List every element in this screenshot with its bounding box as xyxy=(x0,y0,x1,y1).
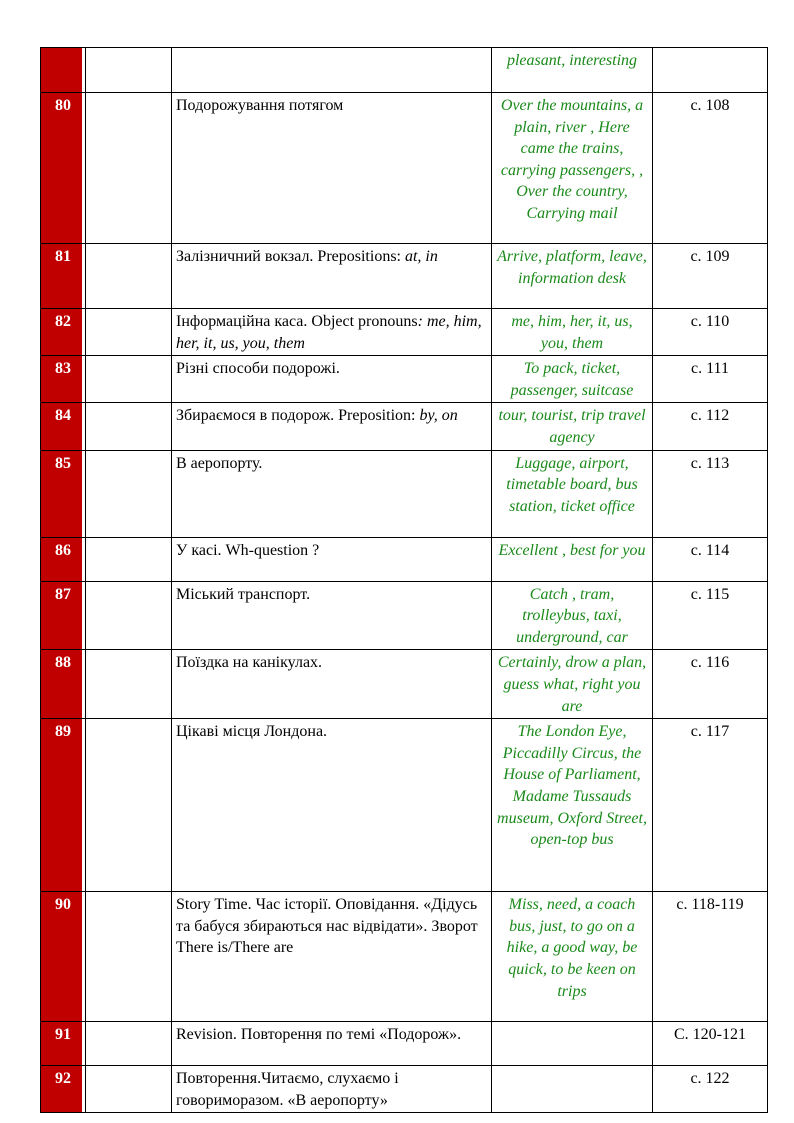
page-cell: с. 111 xyxy=(653,356,768,403)
page-cell: с. 117 xyxy=(653,719,768,892)
vocabulary-cell: Catch , tram, trolleybus, taxi, underground, car xyxy=(492,581,653,650)
vocabulary-cell: Miss, need, a coach bus, just, to go on a hike, a good way, be quick, to be keen on trips xyxy=(492,892,653,1022)
vocabulary-cell: Over the mountains, a plain, river , Here came the trains, carrying passengers, , Over the country, Carrying mail xyxy=(492,93,653,244)
topic-cell: Різні способи подорожі. xyxy=(172,356,492,403)
date-cell xyxy=(86,244,172,309)
date-cell xyxy=(86,356,172,403)
topic-cell xyxy=(172,48,492,93)
topic-cell: Повторення.Читаємо, слухаємо і говоримоpазом. «В аеропорту» xyxy=(172,1066,492,1113)
topic-cell: В аеропорту. xyxy=(172,450,492,537)
vocabulary-cell: pleasant, interesting xyxy=(492,48,653,93)
vocabulary-cell: Luggage, airport, timetable board, bus station, ticket office xyxy=(492,450,653,537)
page-cell: с. 108 xyxy=(653,93,768,244)
vocabulary-cell: The London Eye, Piccadilly Circus, the House of Parliament, Madame Tussauds museum, Oxford Street, open-top bus xyxy=(492,719,653,892)
date-cell xyxy=(86,650,172,719)
topic-cell: Подорожування потягом xyxy=(172,93,492,244)
topic-cell: Story Time. Час історії. Оповідання. «Дідусь та бабуся збираються нас відвідати». Зворот There is/There are xyxy=(172,892,492,1022)
vocabulary-cell: me, him, her, it, us, you, them xyxy=(492,309,653,356)
page-cell: с. 110 xyxy=(653,309,768,356)
lesson-number-cell: 88 xyxy=(41,650,86,719)
vocabulary-cell: Excellent , best for you xyxy=(492,537,653,581)
date-cell xyxy=(86,537,172,581)
date-cell xyxy=(86,581,172,650)
topic-cell: Збираємося в подорож. Preposition: by, on xyxy=(172,403,492,450)
lesson-plan-table xyxy=(40,47,768,1113)
lesson-number-cell: 85 xyxy=(41,450,86,537)
vocabulary-cell: To pack, ticket, passenger, suitcase xyxy=(492,356,653,403)
table-row xyxy=(41,403,768,450)
lesson-number-cell: 91 xyxy=(41,1022,86,1066)
page-cell: с. 118-119 xyxy=(653,892,768,1022)
lesson-number-cell: 92 xyxy=(41,1066,86,1113)
lesson-number-cell: 86 xyxy=(41,537,86,581)
page-cell: с. 109 xyxy=(653,244,768,309)
topic-cell: Цікаві місця Лондона. xyxy=(172,719,492,892)
topic-cell: Поїздка на канікулах. xyxy=(172,650,492,719)
lesson-number-cell xyxy=(41,48,86,93)
vocabulary-cell xyxy=(492,1066,653,1113)
date-cell xyxy=(86,1066,172,1113)
table-row xyxy=(41,892,768,1022)
lesson-number-cell: 82 xyxy=(41,309,86,356)
topic-cell: Revision. Повторення по темі «Подорож». xyxy=(172,1022,492,1066)
topic-cell: Залізничний вокзал. Prepositions: at, in xyxy=(172,244,492,309)
lesson-number-cell: 87 xyxy=(41,581,86,650)
topic-cell: У касі. Wh-question ? xyxy=(172,537,492,581)
lesson-number-cell: 81 xyxy=(41,244,86,309)
vocabulary-cell xyxy=(492,1022,653,1066)
date-cell xyxy=(86,450,172,537)
date-cell xyxy=(86,93,172,244)
table-row xyxy=(41,356,768,403)
page-cell: с. 116 xyxy=(653,650,768,719)
table-row xyxy=(41,48,768,93)
date-cell xyxy=(86,719,172,892)
vocabulary-cell: tour, tourist, trip travel agency xyxy=(492,403,653,450)
vocabulary-cell: Arrive, platform, leave, information desk xyxy=(492,244,653,309)
table-row xyxy=(41,309,768,356)
date-cell xyxy=(86,48,172,93)
table-row xyxy=(41,93,768,244)
page-cell: с. 112 xyxy=(653,403,768,450)
page-cell: с. 113 xyxy=(653,450,768,537)
table-row xyxy=(41,719,768,892)
topic-cell: Інформаційна каса. Object pronouns: me, him, her, it, us, you, them xyxy=(172,309,492,356)
date-cell xyxy=(86,403,172,450)
topic-cell: Міський транспорт. xyxy=(172,581,492,650)
page-cell xyxy=(653,48,768,93)
table-row xyxy=(41,244,768,309)
lesson-number-cell: 89 xyxy=(41,719,86,892)
page-cell: С. 120-121 xyxy=(653,1022,768,1066)
table-row xyxy=(41,450,768,537)
date-cell xyxy=(86,1022,172,1066)
lesson-number-cell: 90 xyxy=(41,892,86,1022)
table-row xyxy=(41,1022,768,1066)
page-cell: с. 122 xyxy=(653,1066,768,1113)
table-row xyxy=(41,537,768,581)
page-cell: с. 115 xyxy=(653,581,768,650)
lesson-number-cell: 80 xyxy=(41,93,86,244)
date-cell xyxy=(86,309,172,356)
page-cell: с. 114 xyxy=(653,537,768,581)
lesson-number-cell: 84 xyxy=(41,403,86,450)
vocabulary-cell: Certainly, drow a plan, guess what, right you are xyxy=(492,650,653,719)
date-cell xyxy=(86,892,172,1022)
lesson-number-cell: 83 xyxy=(41,356,86,403)
table-row xyxy=(41,650,768,719)
table-row xyxy=(41,1066,768,1113)
table-row xyxy=(41,581,768,650)
